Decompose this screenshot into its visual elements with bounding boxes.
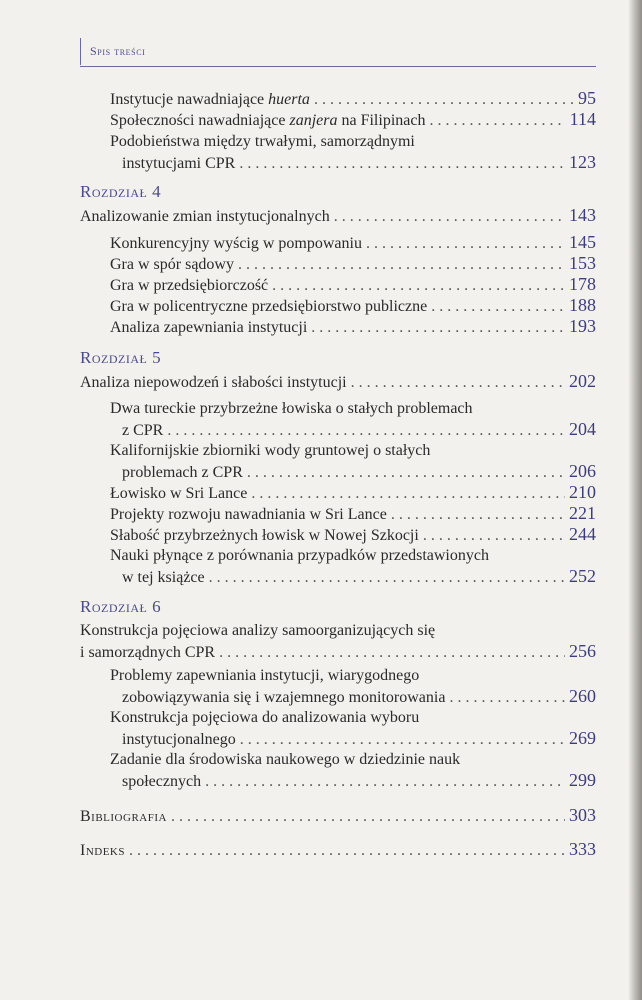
entry-title-line1: Zadanie dla środowiska naukowego w dziedzinie nauk — [110, 751, 461, 768]
page-number: 123 — [569, 152, 596, 172]
leader-dots — [239, 153, 565, 174]
entry-title: Słabość przybrzeżnych łowisk w Nowej Szkocji — [110, 527, 419, 544]
entry-title: Analizowanie zmian instytucjonalnych — [80, 208, 330, 225]
entry-title-line2: instytucjami CPR — [122, 155, 236, 172]
leader-dots — [314, 89, 574, 110]
toc-entry[interactable] — [110, 109, 596, 131]
entry-title-line1: Kalifornijskie zbiorniki wody gruntowej o stałych — [110, 442, 431, 459]
chapter-heading-6: Rozdział 6 — [80, 597, 162, 616]
page-number: 143 — [569, 205, 596, 225]
leader-dots — [251, 483, 565, 504]
page-number: 333 — [569, 839, 596, 859]
entry-title-line2: problemach z CPR — [122, 464, 243, 481]
running-header — [80, 36, 596, 67]
entry-title-italic: huerta — [268, 91, 310, 108]
page-number: 206 — [569, 461, 596, 481]
toc-entry[interactable] — [110, 316, 596, 338]
entry-title-line1: Nauki płynące z porównania przypadków przedstawionych — [110, 547, 489, 564]
header-rule — [80, 38, 81, 65]
toc-entry[interactable] — [110, 503, 596, 525]
toc-entry[interactable] — [110, 545, 596, 588]
running-title: Spis treści — [90, 44, 146, 58]
toc-entry[interactable] — [110, 665, 596, 708]
toc-entry[interactable] — [80, 620, 596, 663]
entry-title: Łowisko w Sri Lance — [110, 485, 248, 502]
page-number: 210 — [569, 482, 596, 502]
leader-dots — [334, 206, 565, 227]
entry-title-line2: zobowiązywania się i wzajemnego monitorowania — [122, 689, 446, 706]
page-number: 244 — [569, 524, 596, 544]
toc-entry[interactable] — [110, 253, 596, 275]
leader-dots — [431, 296, 565, 317]
entry-title: Analiza niepowodzeń i słabości instytucji — [80, 374, 347, 391]
entry-title-line2: i samorządnych CPR — [80, 644, 216, 661]
toc-entry[interactable] — [110, 88, 596, 110]
leader-dots — [205, 771, 565, 792]
toc-entry[interactable] — [110, 482, 596, 504]
toc-entry[interactable] — [110, 295, 596, 317]
entry-title-line1: Konstrukcja pojęciowa do analizowania wyboru — [110, 709, 420, 726]
page-number: 260 — [569, 686, 596, 706]
leader-dots — [311, 317, 565, 338]
page-number: 256 — [569, 641, 596, 661]
toc-entry[interactable] — [110, 398, 596, 441]
page-number: 252 — [569, 566, 596, 586]
page-number: 95 — [578, 88, 596, 108]
entry-title: na Filipinach — [337, 112, 426, 129]
page-number: 204 — [569, 419, 596, 439]
chapter-heading-5: Rozdział 5 — [80, 348, 162, 367]
leader-dots — [391, 504, 565, 525]
entry-title: Gra w przedsiębiorczość — [110, 277, 269, 294]
entry-title-line2: z CPR — [122, 422, 164, 439]
toc-entry[interactable] — [110, 524, 596, 546]
leader-dots — [351, 372, 565, 393]
leader-dots — [272, 275, 565, 296]
page-number: 202 — [569, 371, 596, 391]
toc-entry[interactable] — [110, 749, 596, 792]
page-number: 303 — [569, 805, 596, 825]
leader-dots — [209, 567, 565, 588]
leader-dots — [366, 233, 565, 254]
toc-entry-bibliography[interactable] — [80, 805, 596, 827]
toc-entry[interactable] — [110, 232, 596, 254]
leader-dots — [247, 462, 565, 483]
entry-title: Społeczności nawadniające — [110, 112, 290, 129]
page-number: 193 — [569, 316, 596, 336]
page-number: 178 — [569, 274, 596, 294]
page-number: 299 — [569, 770, 596, 790]
entry-title: Gra w spór sądowy — [110, 256, 234, 273]
toc-entry[interactable] — [110, 707, 596, 750]
entry-title-italic: zanjera — [289, 112, 338, 129]
entry-title: Bibliografia — [80, 808, 167, 825]
entry-title: Projekty rozwoju nawadniania w Sri Lance — [110, 506, 387, 523]
entry-title-line2: instytucjonalnego — [122, 731, 236, 748]
leader-dots — [238, 254, 565, 275]
page-number: 114 — [569, 109, 596, 129]
leader-dots — [129, 840, 565, 861]
entry-title-line1: Podobieństwa między trwałymi, samorządnymi — [110, 133, 415, 150]
entry-title: Gra w policentryczne przedsiębiorstwo publiczne — [110, 298, 428, 315]
chapter-heading-4: Rozdział 4 — [80, 182, 162, 201]
entry-title-line1: Problemy zapewniania instytucji, wiarygodnego — [110, 667, 420, 684]
leader-dots — [240, 729, 565, 750]
page-number: 221 — [569, 503, 596, 523]
page-number: 188 — [569, 295, 596, 315]
leader-dots — [429, 110, 565, 131]
leader-dots — [171, 806, 565, 827]
entry-title-line2: społecznych — [122, 773, 202, 790]
leader-dots — [423, 525, 565, 546]
entry-title: Analiza zapewniania instytucji — [110, 319, 308, 336]
toc-entry[interactable] — [80, 205, 596, 227]
entry-title: Instytucje nawadniające — [110, 91, 269, 108]
entry-title-line2: w tej książce — [122, 569, 205, 586]
toc-entry[interactable] — [110, 440, 596, 483]
page-edge-shadow — [628, 0, 642, 1000]
toc-entry[interactable] — [110, 131, 596, 174]
toc-entry[interactable] — [110, 274, 596, 296]
entry-title-line1: Dwa tureckie przybrzeżne łowiska o stałych problemach — [110, 400, 473, 417]
toc-entry[interactable] — [80, 371, 596, 393]
entry-title: Konkurencyjny wyścig w pompowaniu — [110, 235, 362, 252]
page-number: 145 — [569, 232, 596, 252]
leader-dots — [449, 687, 565, 708]
leader-dots — [219, 642, 565, 663]
page-number: 269 — [569, 728, 596, 748]
leader-dots — [167, 420, 565, 441]
entry-title-line1: Konstrukcja pojęciowa analizy samoorganizujących się — [80, 622, 436, 639]
toc-entry-index[interactable] — [80, 839, 596, 861]
entry-title: Indeks — [80, 842, 125, 859]
page-number: 153 — [569, 253, 596, 273]
